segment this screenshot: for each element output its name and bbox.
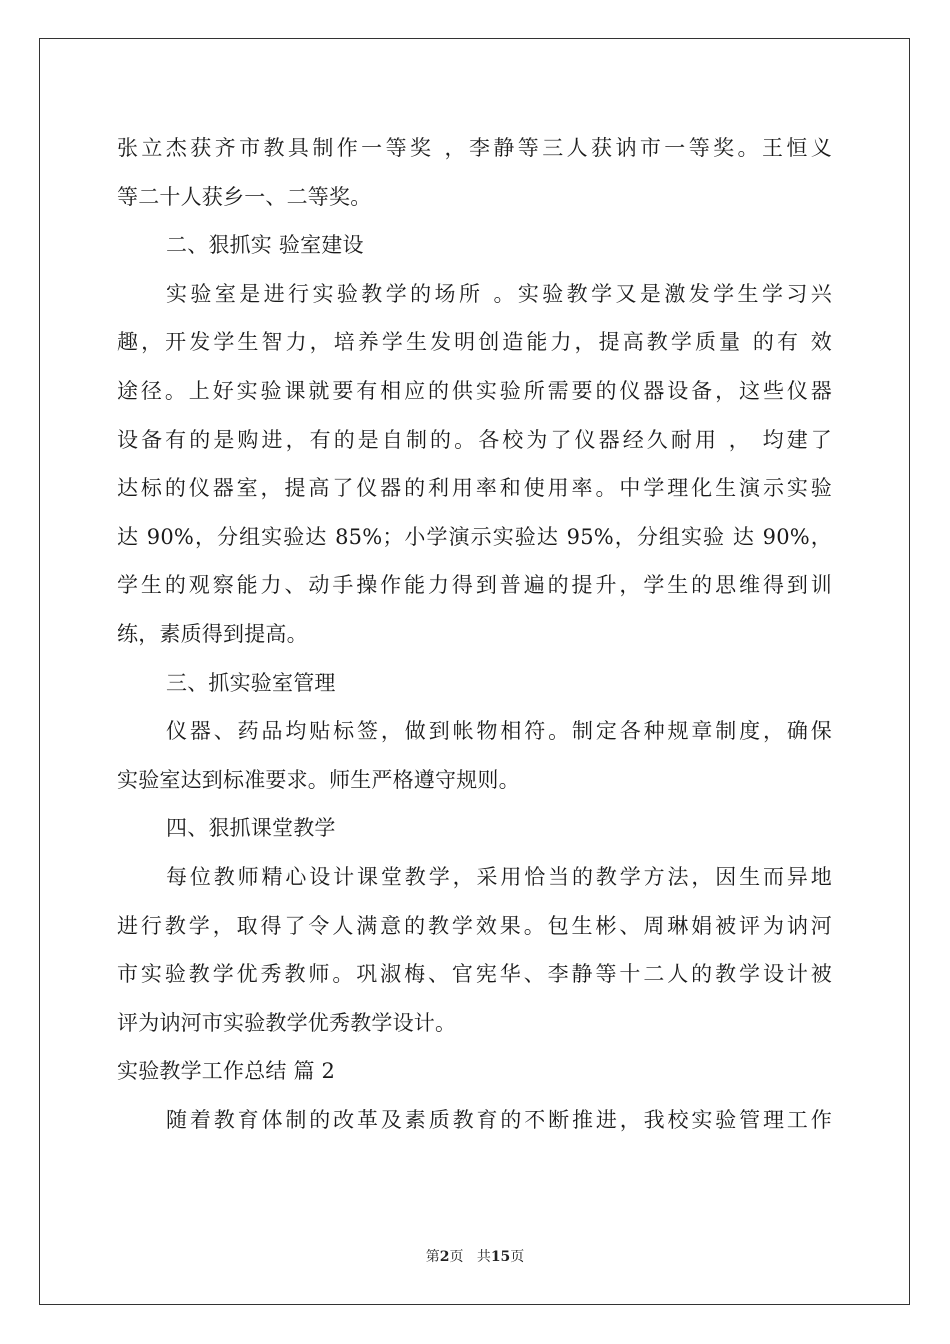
text-line: 等二十人获乡一、二等奖。 bbox=[117, 184, 372, 209]
text-line: 张立杰获齐市教具制作一等奖 ，李静等三人获讷市一等奖。王恒义 bbox=[117, 136, 832, 160]
total-pages: 15 bbox=[490, 1249, 511, 1265]
page-footer bbox=[0, 1248, 950, 1266]
text-line: 随着教育体制的改革及素质教育的不断推进，我校实验管理工作 bbox=[166, 1107, 832, 1132]
article-title: 实验教学工作总结 篇 2 bbox=[117, 1059, 336, 1084]
page-suffix: 页 bbox=[449, 1249, 464, 1265]
text-line: 进行教学，取得了令人满意的教学效果。包生彬、周琳娟被评为讷河 bbox=[117, 913, 832, 938]
text-line: 实验室达到标准要求。师生严格遵守规则。 bbox=[117, 767, 520, 792]
total-prefix: 共 bbox=[476, 1249, 491, 1265]
text-line: 练，素质得到提高。 bbox=[117, 621, 308, 646]
page-prefix: 第 bbox=[425, 1249, 440, 1265]
text-line: 趣，开发学生智力，培养学生发明创造能力，提高教学质量 的有 效 bbox=[117, 330, 832, 355]
page-number: 2 bbox=[439, 1249, 450, 1265]
section-heading: 三、抓实验室管理 bbox=[166, 670, 336, 695]
total-suffix: 页 bbox=[510, 1249, 525, 1265]
text-line: 评为讷河市实验教学优秀教学设计。 bbox=[117, 1010, 457, 1035]
text-line: 仪器、药品均贴标签，做到帐物相符。制定各种规章制度，确保 bbox=[166, 719, 832, 744]
text-line: 途径。上好实验课就要有相应的供实验所需要的仪器设备，这些仪器 bbox=[117, 378, 832, 403]
text-line: 达标的仪器室，提高了仪器的利用率和使用率。中学理化生演示实验 bbox=[117, 476, 832, 501]
text-line: 每位教师精心设计课堂教学，采用恰当的教学方法，因生而异地 bbox=[166, 864, 832, 889]
section-heading: 二、狠抓实 验室建设 bbox=[166, 233, 364, 258]
text-line: 设备有的是购进，有的是自制的。各校为了仪器经久耐用 ， 均建了 bbox=[117, 427, 832, 452]
text-line: 实验室是进行实验教学的场所 。实验教学又是激发学生学习兴 bbox=[166, 281, 832, 306]
text-line: 学生的观察能力、动手操作能力得到普遍的提升，学生的思维得到训 bbox=[117, 573, 832, 598]
text-line: 达 90%，分组实验达 85%；小学演示实验达 95%，分组实验 达 90%， bbox=[117, 524, 832, 549]
section-heading: 四、狠抓课堂教学 bbox=[166, 816, 336, 841]
text-line: 市实验教学优秀教师。巩淑梅、官宪华、李静等十二人的教学设计被 bbox=[117, 962, 832, 987]
document-body bbox=[117, 124, 832, 1144]
